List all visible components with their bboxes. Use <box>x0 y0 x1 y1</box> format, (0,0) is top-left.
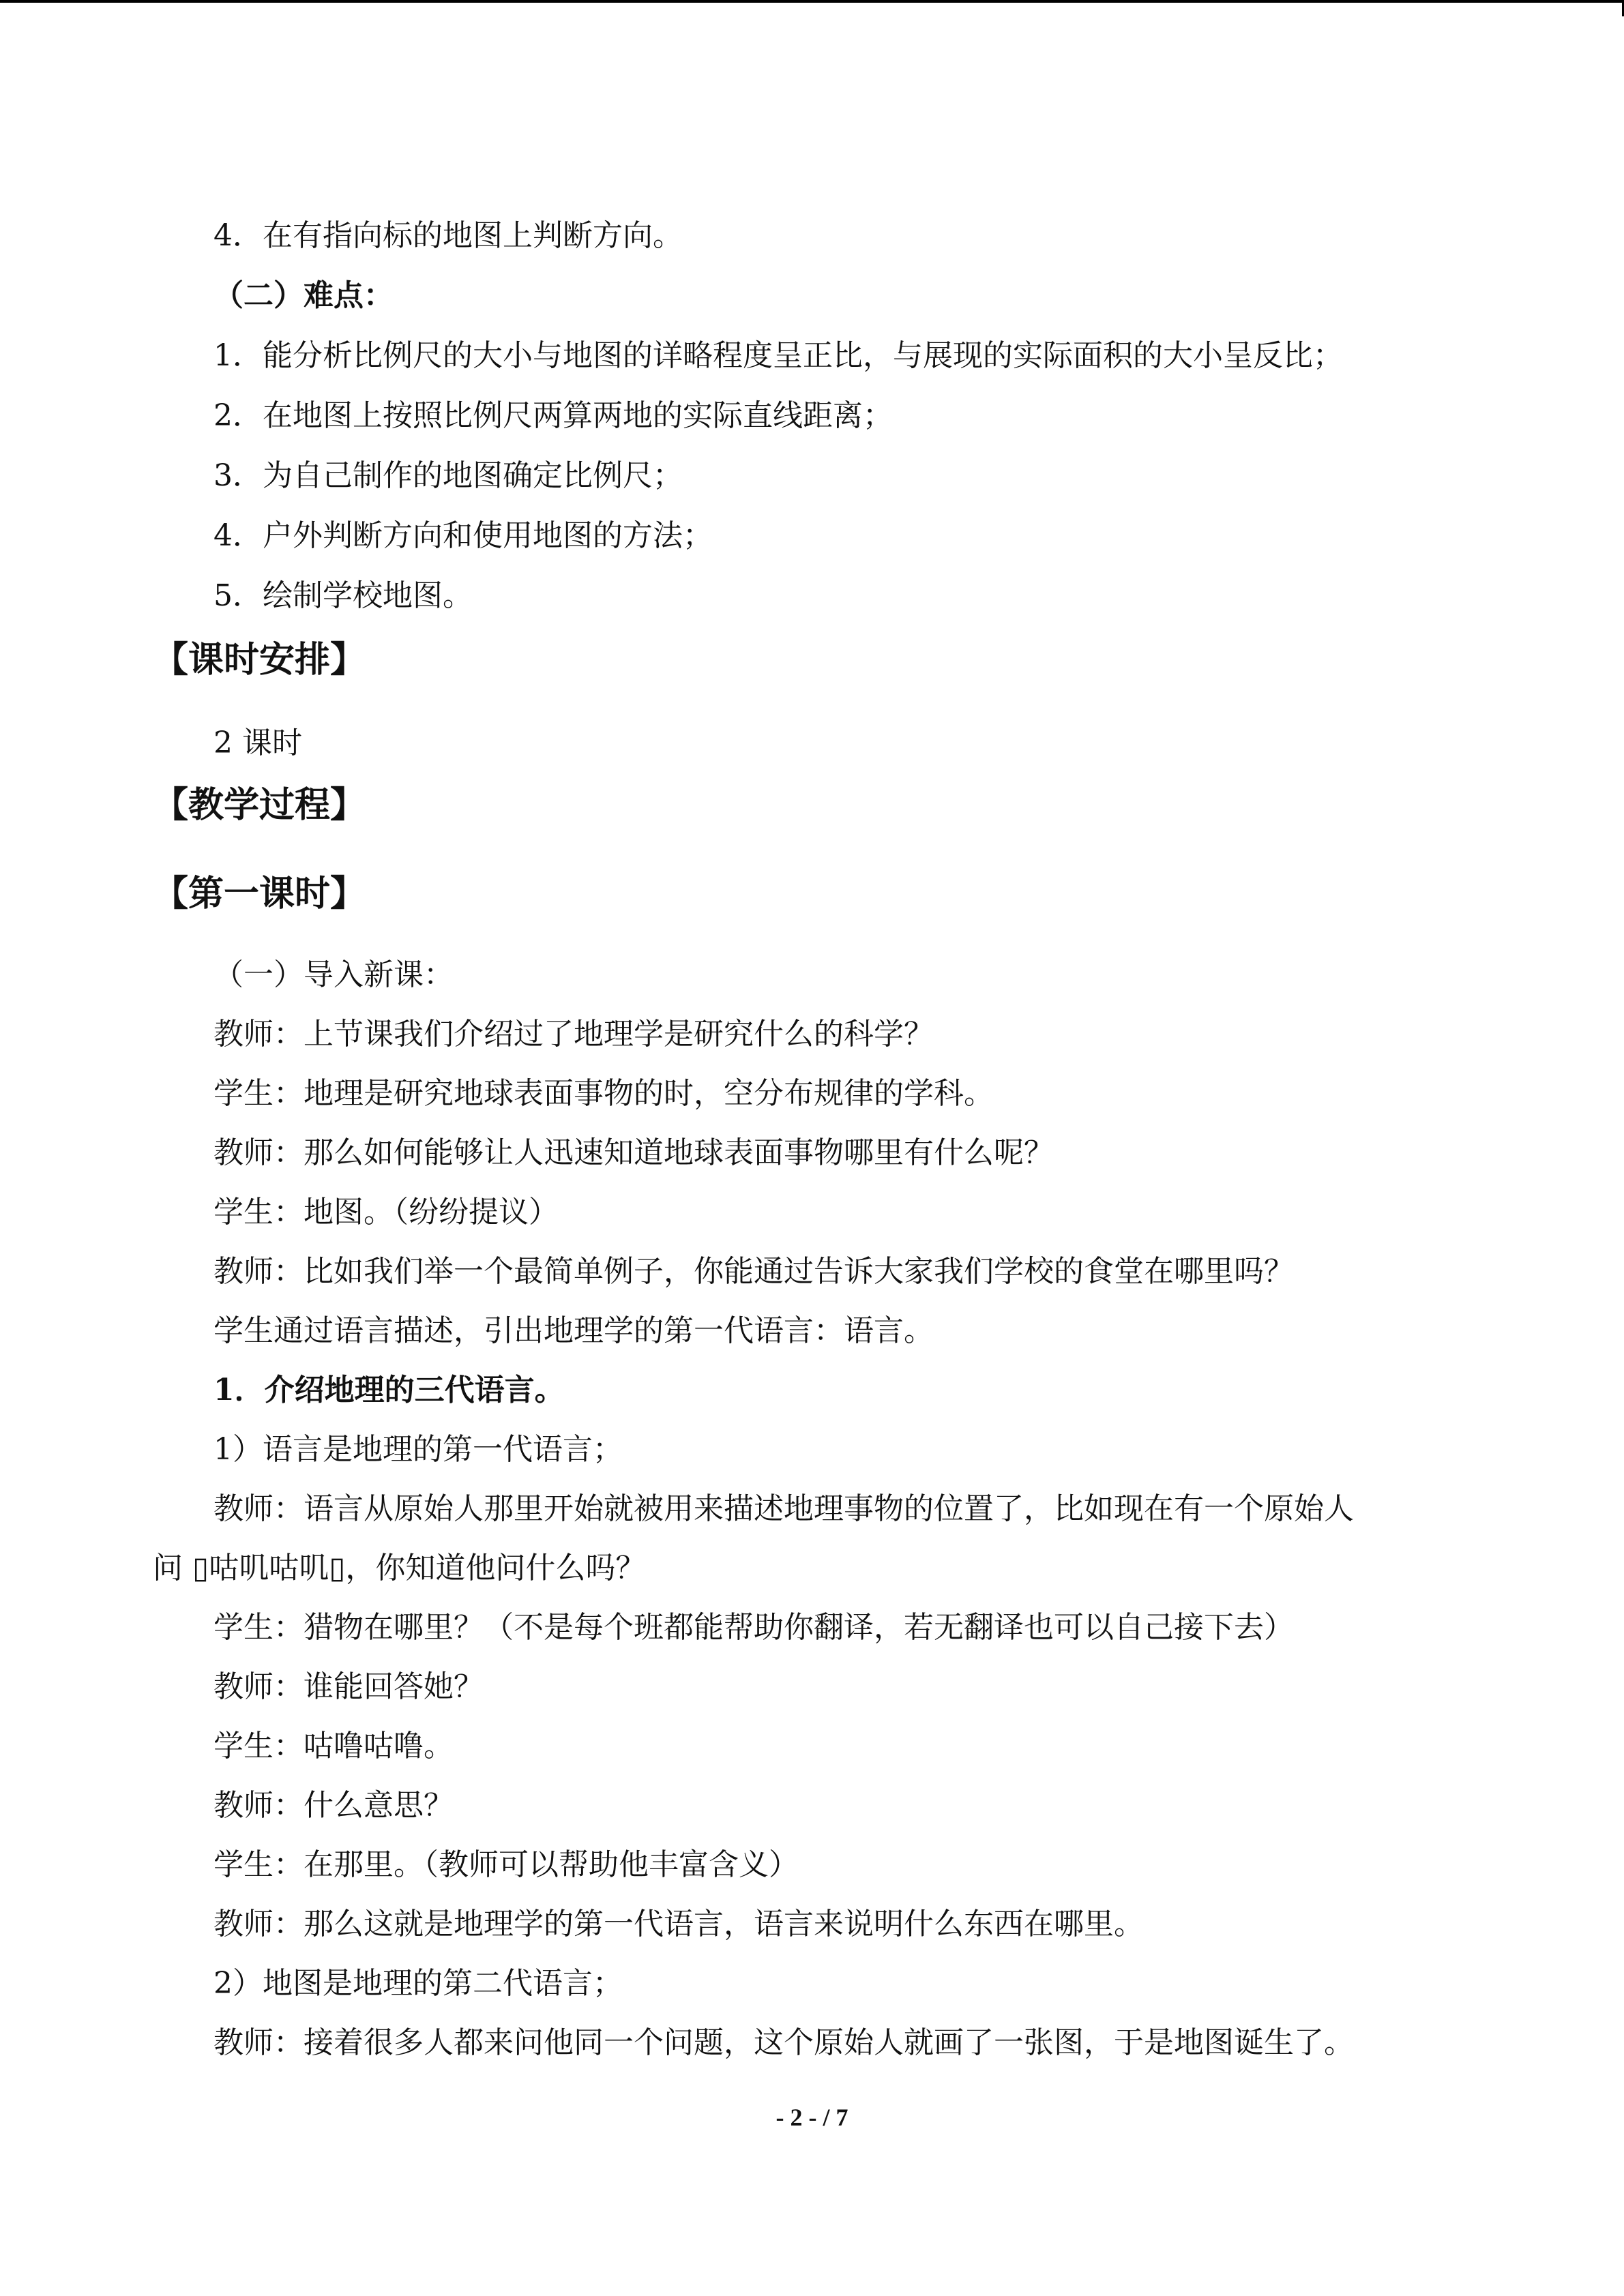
text-line: 学生：在那里。（教师可以帮助他丰富含义） <box>213 1847 799 1882</box>
text-line: 问 ▯咕叽咕叽▯，你知道他问什么吗？ <box>153 1551 646 1585</box>
text-line: 学生：咕噜咕噜。 <box>213 1729 454 1763</box>
text-line: 1．能分析比例尺的大小与地图的详略程度呈正比，与展现的实际面积的大小呈反比； <box>213 338 1343 373</box>
text-line: 4．户外判断方向和使用地图的方法； <box>213 518 713 553</box>
text-line: 学生通过语言描述，引出地理学的第一代语言：语言。 <box>213 1313 934 1348</box>
heading-schedule: 【课时安排】 <box>153 639 366 681</box>
text-line: 1）语言是地理的第一代语言； <box>213 1432 623 1467</box>
text-line: 学生：地理是研究地球表面事物的时，空分布规律的学科。 <box>213 1076 994 1111</box>
text-line: 教师：什么意思？ <box>213 1788 454 1823</box>
text-line: 2．在地图上按照比例尺两算两地的实际直线距离； <box>213 398 893 433</box>
text-line: 学生：猎物在哪里？（不是每个班都能帮助你翻译，若无翻译也可以自己接下去） <box>213 1610 1294 1645</box>
heading-teaching-process: 【教学过程】 <box>153 784 366 826</box>
text-line: 教师：语言从原始人那里开始就被用来描述地理事物的位置了，比如现在有一个原始人 <box>213 1491 1354 1526</box>
section-subtitle-difficulties: （二）难点： <box>213 278 394 313</box>
text-line: 5．绘制学校地图。 <box>213 578 473 613</box>
text-line: （一）导入新课： <box>213 957 454 992</box>
text-line: 教师：那么这就是地理学的第一代语言，语言来说明什么东西在哪里。 <box>213 1907 1144 1941</box>
text-line: 2 课时 <box>213 726 302 760</box>
text-line: 教师：接着很多人都来问他同一个问题，这个原始人就画了一张图，于是地图诞生了。 <box>213 2025 1354 2060</box>
text-line: 教师：比如我们举一个最简单例子，你能通过告诉大家我们学校的食堂在哪里吗？ <box>213 1254 1294 1289</box>
heading-first-lesson: 【第一课时】 <box>153 873 366 914</box>
page-number: - 2 - / 7 <box>776 2104 848 2131</box>
text-line: 3．为自己制作的地图确定比例尺； <box>213 458 683 493</box>
text-line: 4．在有指向标的地图上判断方向。 <box>213 218 683 253</box>
text-line: 2）地图是地理的第二代语言； <box>213 1966 623 2001</box>
subsection-title: 1．介绍地理的三代语言。 <box>213 1373 565 1407</box>
top-border <box>0 0 1624 3</box>
text-line: 教师：上节课我们介绍过了地理学是研究什么的科学？ <box>213 1017 934 1052</box>
text-line: 学生：地图。（纷纷提议） <box>213 1195 559 1229</box>
text-line: 教师：那么如何能够让人迅速知道地球表面事物哪里有什么呢？ <box>213 1135 1054 1170</box>
text-line: 教师：谁能回答她？ <box>213 1669 484 1704</box>
